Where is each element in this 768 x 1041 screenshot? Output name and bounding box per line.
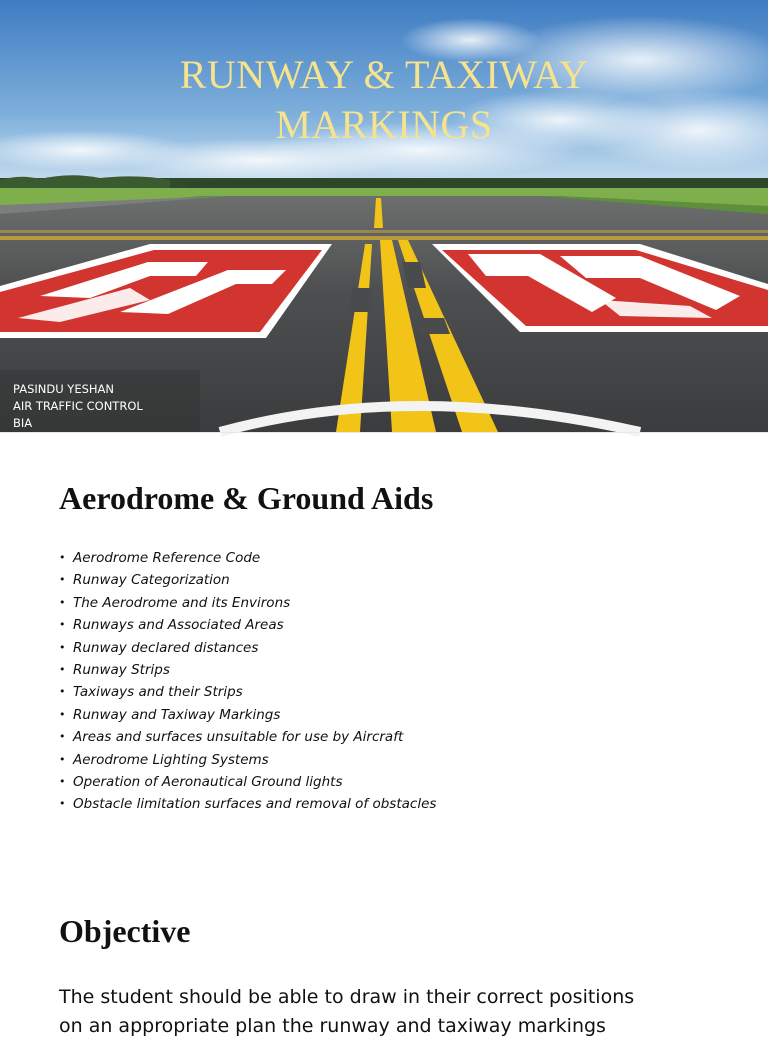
list-item-label: Runway and Taxiway Markings bbox=[73, 706, 281, 723]
title-line-1: RUNWAY & TAXIWAY bbox=[179, 52, 589, 97]
contents-heading: Aerodrome & Ground Aids bbox=[59, 480, 434, 516]
author-block bbox=[13, 381, 143, 432]
list-item-label: The Aerodrome and its Environs bbox=[73, 594, 291, 611]
objective-slide bbox=[0, 864, 768, 1037]
list-item-label: Taxiways and their Strips bbox=[73, 684, 243, 701]
contents-slide bbox=[0, 433, 768, 863]
list-item-label: Aerodrome Lighting Systems bbox=[73, 751, 269, 768]
bullet-icon: • bbox=[59, 797, 66, 811]
list-item bbox=[59, 547, 436, 569]
list-item bbox=[59, 704, 436, 726]
bullet-icon: • bbox=[59, 595, 66, 609]
list-item-label: Obstacle limitation surfaces and removal of obstacles bbox=[73, 796, 437, 813]
list-item-label: Runway declared distances bbox=[73, 639, 259, 656]
list-item bbox=[59, 637, 436, 659]
title-slide bbox=[0, 0, 768, 432]
list-item bbox=[59, 569, 436, 591]
bullet-icon: • bbox=[59, 662, 66, 676]
list-item bbox=[59, 681, 436, 703]
bullet-icon: • bbox=[59, 618, 66, 632]
author-name: PASINDU YESHAN bbox=[13, 382, 114, 396]
list-item-label: Runway Categorization bbox=[73, 572, 230, 589]
bullet-icon: • bbox=[59, 730, 66, 744]
objective-heading: Objective bbox=[59, 913, 191, 949]
bullet-icon: • bbox=[59, 685, 66, 699]
list-item bbox=[59, 771, 436, 793]
list-item-label: Runway Strips bbox=[73, 661, 170, 678]
list-item-label: Areas and surfaces unsuitable for use by Aircraft bbox=[73, 729, 404, 746]
list-item bbox=[59, 592, 436, 614]
list-item-label: Runways and Associated Areas bbox=[73, 617, 284, 634]
bullet-icon: • bbox=[59, 640, 66, 654]
list-item bbox=[59, 659, 436, 681]
author-org: BIA bbox=[13, 416, 33, 430]
list-item bbox=[59, 749, 436, 771]
bullet-icon: • bbox=[59, 551, 66, 564]
list-item bbox=[59, 726, 436, 748]
presentation-title bbox=[0, 50, 768, 150]
bullet-icon: • bbox=[59, 774, 66, 788]
author-role: AIR TRAFFIC CONTROL bbox=[13, 399, 143, 413]
objective-line-1: The student should be able to draw in their correct positions bbox=[59, 986, 635, 1008]
bullet-icon: • bbox=[59, 752, 66, 766]
list-item-label: Operation of Aeronautical Ground lights bbox=[73, 773, 343, 790]
objective-text bbox=[59, 983, 739, 1041]
list-item bbox=[59, 793, 436, 815]
bullet-icon: • bbox=[59, 707, 66, 721]
contents-list bbox=[59, 547, 436, 816]
title-line-2: MARKINGS bbox=[275, 102, 493, 147]
list-item bbox=[59, 614, 436, 636]
list-item-label: Aerodrome Reference Code bbox=[73, 550, 261, 566]
objective-line-2: on an appropriate plan the runway and taxiway markings bbox=[59, 1015, 606, 1037]
bullet-icon: • bbox=[59, 573, 66, 587]
